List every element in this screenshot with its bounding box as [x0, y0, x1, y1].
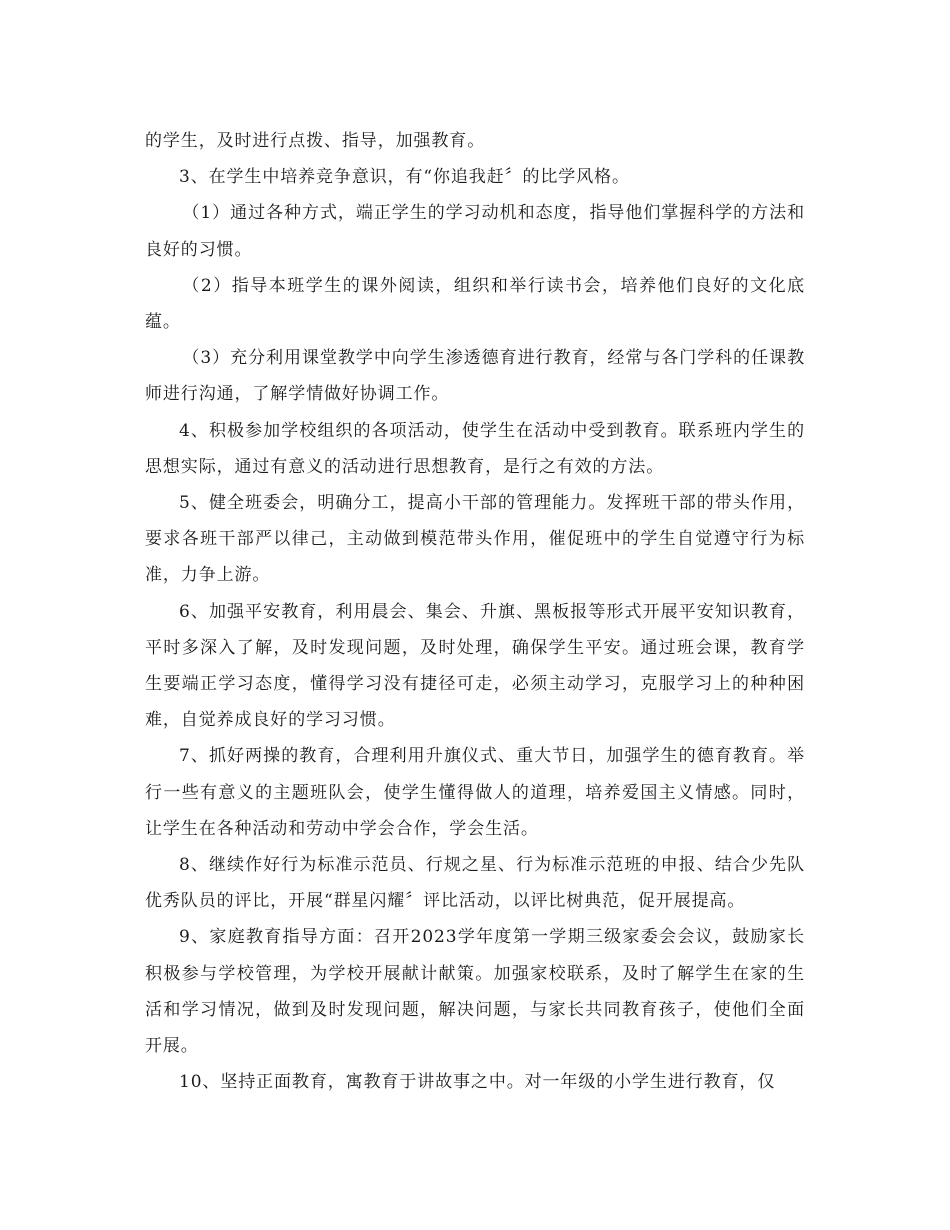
paragraph-item-3: 3、在学生中培养竞争意识，有“你追我赶〞的比学风格。: [179, 167, 630, 188]
paragraph-continuation: 的学生，及时进行点拨、指导，加强教育。: [145, 131, 486, 151]
document-body: [145, 123, 805, 1100]
paragraph-item-4: 4、积极参加学校组织的各项活动，使学生在活动中受到教育。联系班内学生的思想实际，通过有意义的活动进行思想教育，是行之有效的方法。: [145, 420, 805, 477]
paragraph-subitem-3: （3）充分利用课堂教学中向学生渗透德育进行教育，经常与各门学科的任课教师进行沟通，了解学情做好协调工作。: [145, 348, 805, 405]
paragraph-item-8: 8、继续作好行为标准示范员、行规之星、行为标准示范班的申报、结合少先队优秀队员的评比，开展“群星闪耀〞评比活动，以评比树典范，促开展提高。: [145, 855, 805, 912]
paragraph-item-6: 6、加强平安教育，利用晨会、集会、升旗、黑板报等形式开展平安知识教育，平时多深入了解，及时发现问题，及时处理，确保学生平安。通过班会课，教育学生要端正学习态度，懂得学习没有捷径可走，必须主动学习，克服学习上的种种困难，自觉养成良好的学习习惯。: [145, 601, 805, 731]
paragraph-item-9: 9、家庭教育指导方面：召开2023学年度第一学期三级家委会会议，鼓励家长积极参与学校管理，为学校开展献计献策。加强家校联系，及时了解学生在家的生活和学习情况，做到及时发现问题，解决问题，与家长共同教育孩子，使他们全面开展。: [145, 927, 805, 1057]
paragraph-item-7: 7、抓好两操的教育，合理利用升旗仪式、重大节日，加强学生的德育教育。举行一些有意义的主题班队会，使学生懂得做人的道理，培养爱国主义情感。同时，让学生在各种活动和劳动中学会合作，学会生活。: [145, 746, 805, 839]
paragraph-item-10: 10、坚持正面教育，寓教育于讲故事之中。对一年级的小学生进行教育，仅: [179, 1072, 776, 1093]
paragraph-item-5: 5、健全班委会，明确分工，提高小干部的管理能力。发挥班干部的带头作用，要求各班干部严以律己，主动做到模范带头作用，催促班中的学生自觉遵守行为标准，力争上游。: [145, 493, 805, 586]
paragraph-subitem-1: （1）通过各种方式，端正学生的学习动机和态度，指导他们掌握科学的方法和良好的习惯。: [145, 203, 805, 260]
paragraph-subitem-2: （2）指导本班学生的课外阅读，组织和举行读书会，培养他们良好的文化底蕴。: [145, 275, 805, 333]
